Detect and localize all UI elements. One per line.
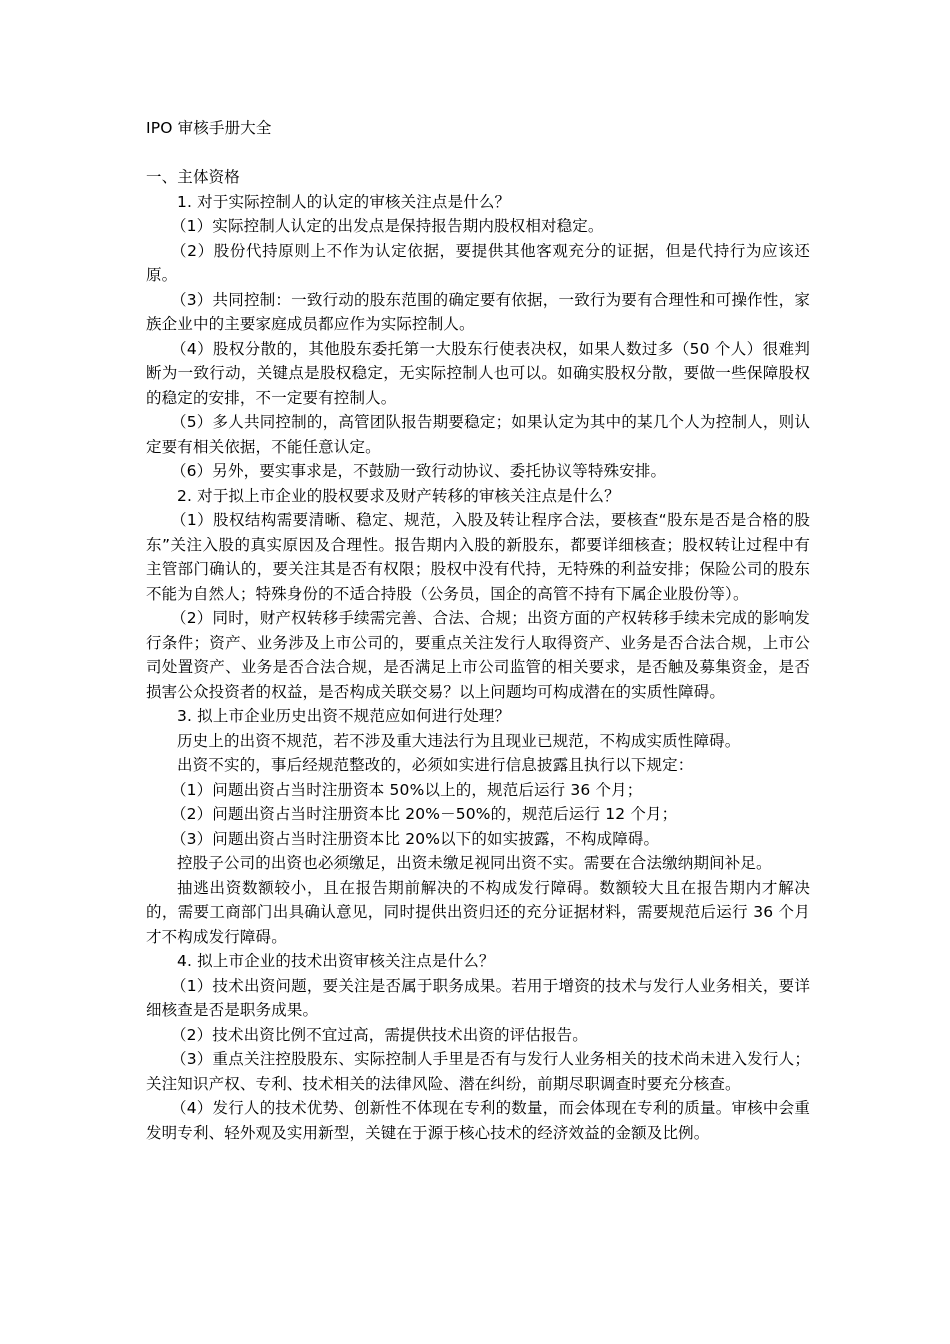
- paragraph: （6）另外，要实事求是，不鼓励一致行动协议、委托协议等特殊安排。: [171, 462, 667, 480]
- document-body: [146, 116, 810, 1145]
- paragraph: （2）同时，财产权转移手续需完善、合法、合规；出资方面的产权转移手续未完成的影响发行条件；资产、业务涉及上市公司的，要重点关注发行人取得资产、业务是否合法合规，上市公司处置资产、业务是否合法合规，是否满足上市公司监管的相关要求，是否触及募集资金，是否损害公众投资者的权益，是否构成关联交易？以上问题均可构成潜在的实质性障碍。: [146, 609, 810, 701]
- paragraph: 出资不实的，事后经规范整改的，必须如实进行信息披露且执行以下规定：: [177, 756, 694, 774]
- paragraph: 3. 拟上市企业历史出资不规范应如何进行处理？: [177, 707, 511, 725]
- paragraph: （1）股权结构需要清晰、稳定、规范，入股及转让程序合法，要核查“股东是否是合格的股东”关注入股的真实原因及合理性。报告期内入股的新股东，都要详细核查；股权转让过程中有主管部门确认的，要关注其是否有权限；股权中没有代持，无特殊的利益安排；保险公司的股东不能为自然人；特殊身份的不适合持股（公务员，国企的高管不持有下属企业股份等）。: [146, 511, 810, 603]
- paragraph: （4）股权分散的，其他股东委托第一大股东行使表决权，如果人数过多（50 个人）很难判断为一致行动，关键点是股权稳定，无实际控制人也可以。如确实股权分散，要做一些保障股权的稳定的安排，不一定要有控制人。: [146, 339, 810, 407]
- paragraph: （5）多人共同控制的，高管团队报告期要稳定；如果认定为其中的某几个人为控制人，则认定要有相关依据，不能任意认定。: [146, 413, 810, 456]
- paragraph: （3）问题出资占当时注册资本比 20%以下的如实披露，不构成障碍。: [171, 829, 660, 848]
- paragraph: （3）共同控制：一致行动的股东范围的确定要有依据，一致行为要有合理性和可操作性，家族企业中的主要家庭成员都应作为实际控制人。: [146, 290, 810, 333]
- paragraph: 历史上的出资不规范，若不涉及重大违法行为且现业已规范，不构成实质性障碍。: [177, 731, 741, 750]
- section-heading: 一、主体资格: [146, 168, 240, 186]
- paragraph: （1）问题出资占当时注册资本 50%以上的，规范后运行 36 个月；: [171, 780, 643, 799]
- document-title: IPO 审核手册大全: [146, 119, 272, 137]
- paragraph: 1. 对于实际控制人的认定的审核关注点是什么？: [177, 192, 511, 211]
- paragraph: （2）问题出资占当时注册资本比 20%－50%的，规范后运行 12 个月；: [171, 805, 678, 823]
- paragraph-list: [146, 190, 810, 1146]
- paragraph: 2. 对于拟上市企业的股权要求及财产转移的审核关注点是什么？: [177, 486, 620, 505]
- paragraph: （2）技术出资比例不宜过高，需提供技术出资的评估报告。: [171, 1025, 588, 1044]
- paragraph: 4. 拟上市企业的技术出资审核关注点是什么？: [177, 952, 495, 970]
- paragraph: （2）股份代持原则上不作为认定依据，要提供其他客观充分的证据，但是代持行为应该还原。: [146, 241, 810, 284]
- paragraph: 控股子公司的出资也必须缴足，出资未缴足视同出资不实。需要在合法缴纳期间补足。: [177, 854, 772, 872]
- paragraph: （1）技术出资问题，要关注是否属于职务成果。若用于增资的技术与发行人业务相关，要详细核查是否是职务成果。: [146, 976, 810, 1019]
- paragraph: （1）实际控制人认定的出发点是保持报告期内股权相对稳定。: [171, 217, 604, 235]
- paragraph: 抽逃出资数额较小，且在报告期前解决的不构成发行障碍。数额较大且在报告期内才解决的，需要工商部门出具确认意见，同时提供出资归还的充分证据材料，需要规范后运行 36 个月才不构成发行障碍。: [146, 878, 810, 946]
- paragraph: （3）重点关注控股股东、实际控制人手里是否有与发行人业务相关的技术尚未进入发行人；关注知识产权、专利、技术相关的法律风险、潜在纠纷，前期尽职调查时要充分核查。: [146, 1050, 810, 1093]
- paragraph: （4）发行人的技术优势、创新性不体现在专利的数量，而会体现在专利的质量。审核中会重发明专利、轻外观及实用新型，关键在于源于核心技术的经济效益的金额及比例。: [146, 1099, 810, 1142]
